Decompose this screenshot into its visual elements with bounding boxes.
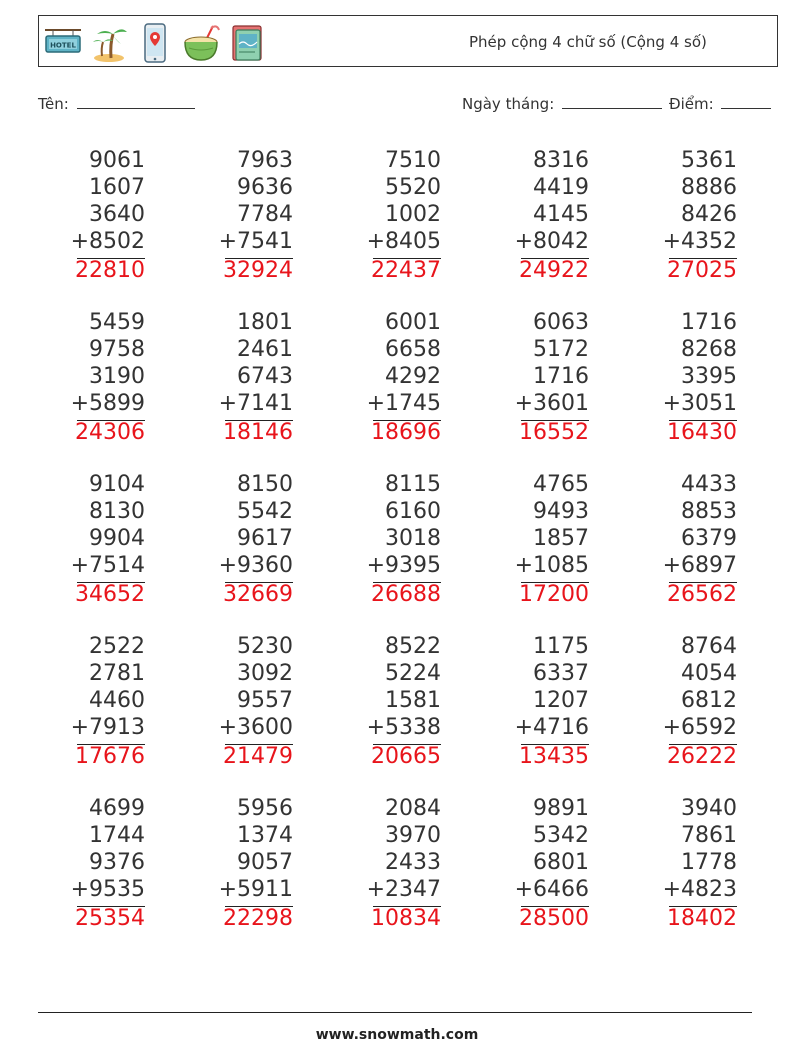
hotel-sign-text: HOTEL: [50, 41, 76, 50]
addend-with-plus: +4823: [662, 877, 737, 902]
addend: 6801: [533, 850, 589, 875]
addend: 3018: [385, 526, 441, 551]
addend: 4292: [385, 364, 441, 389]
addend: 4419: [533, 175, 589, 200]
answer-sum: 32669: [223, 582, 293, 607]
addend: 2433: [385, 850, 441, 875]
addend-with-plus: +6466: [514, 877, 589, 902]
addend: 9758: [89, 337, 145, 362]
name-label: Tên:: [38, 95, 69, 113]
addend: 1002: [385, 202, 441, 227]
addend: 5172: [533, 337, 589, 362]
answer-sum: 26562: [667, 582, 737, 607]
addend: 6063: [533, 310, 589, 335]
addend: 1801: [237, 310, 293, 335]
addend: 8764: [681, 634, 737, 659]
addend-with-plus: +9395: [366, 553, 441, 578]
addend-with-plus: +5338: [366, 715, 441, 740]
addend-with-plus: +7514: [70, 553, 145, 578]
addend: 5361: [681, 148, 737, 173]
answer-sum: 26688: [371, 582, 441, 607]
phone-map-icon: [135, 22, 175, 64]
worksheet-title: Phép cộng 4 chữ số (Cộng 4 số): [469, 33, 707, 51]
answer-sum: 24306: [75, 420, 145, 445]
addend: 1374: [237, 823, 293, 848]
addend-with-plus: +9360: [218, 553, 293, 578]
addend-with-plus: +6592: [662, 715, 737, 740]
addend: 9376: [89, 850, 145, 875]
addend: 6743: [237, 364, 293, 389]
addend: 9104: [89, 472, 145, 497]
answer-sum: 24922: [519, 258, 589, 283]
addend: 7510: [385, 148, 441, 173]
addend: 1778: [681, 850, 737, 875]
answer-sum: 22810: [75, 258, 145, 283]
addend: 8150: [237, 472, 293, 497]
answer-sum: 18402: [667, 906, 737, 931]
addend-with-plus: +1085: [514, 553, 589, 578]
addend: 6001: [385, 310, 441, 335]
answer-sum: 16552: [519, 420, 589, 445]
addend: 5542: [237, 499, 293, 524]
addend: 3092: [237, 661, 293, 686]
addend-with-plus: +8042: [514, 229, 589, 254]
addend-with-plus: +3051: [662, 391, 737, 416]
addend-with-plus: +5899: [70, 391, 145, 416]
addend: 2461: [237, 337, 293, 362]
answer-sum: 10834: [371, 906, 441, 931]
addend: 5956: [237, 796, 293, 821]
addend: 8115: [385, 472, 441, 497]
addend: 3640: [89, 202, 145, 227]
addend: 9617: [237, 526, 293, 551]
footer-divider: [38, 1012, 752, 1013]
answer-sum: 22298: [223, 906, 293, 931]
answer-sum: 26222: [667, 744, 737, 769]
addend: 1744: [89, 823, 145, 848]
addend-with-plus: +4352: [662, 229, 737, 254]
addend-with-plus: +9535: [70, 877, 145, 902]
answer-sum: 34652: [75, 582, 145, 607]
addend: 4054: [681, 661, 737, 686]
addend: 8268: [681, 337, 737, 362]
addend: 6812: [681, 688, 737, 713]
date-label: Ngày tháng:: [462, 95, 555, 113]
addend: 7963: [237, 148, 293, 173]
addend: 2781: [89, 661, 145, 686]
coconut-drink-icon: [181, 22, 221, 64]
addend: 1857: [533, 526, 589, 551]
addend: 6379: [681, 526, 737, 551]
addend-with-plus: +7141: [218, 391, 293, 416]
answer-sum: 21479: [223, 744, 293, 769]
addend: 5520: [385, 175, 441, 200]
score-blank-line[interactable]: [721, 94, 771, 109]
answer-sum: 20665: [371, 744, 441, 769]
addend-with-plus: +8405: [366, 229, 441, 254]
worksheet-header: [38, 15, 778, 67]
score-label: Điểm:: [669, 95, 714, 113]
addend: 9891: [533, 796, 589, 821]
addend: 9636: [237, 175, 293, 200]
answer-sum: 17200: [519, 582, 589, 607]
answer-sum: 28500: [519, 906, 589, 931]
addend: 4145: [533, 202, 589, 227]
addend: 1581: [385, 688, 441, 713]
addend: 1207: [533, 688, 589, 713]
addend: 3395: [681, 364, 737, 389]
date-field: [462, 94, 662, 113]
answer-sum: 22437: [371, 258, 441, 283]
answer-sum: 17676: [75, 744, 145, 769]
addend: 9904: [89, 526, 145, 551]
addend: 9557: [237, 688, 293, 713]
addend-with-plus: +3600: [218, 715, 293, 740]
addend: 5459: [89, 310, 145, 335]
addend: 8426: [681, 202, 737, 227]
addend: 8853: [681, 499, 737, 524]
addend: 4765: [533, 472, 589, 497]
addend: 1175: [533, 634, 589, 659]
answer-sum: 32924: [223, 258, 293, 283]
answer-sum: 13435: [519, 744, 589, 769]
addend: 9061: [89, 148, 145, 173]
addend: 5224: [385, 661, 441, 686]
addend: 9057: [237, 850, 293, 875]
palm-island-icon: [89, 22, 129, 64]
answer-sum: 16430: [667, 420, 737, 445]
name-field: [38, 94, 195, 113]
addend: 3940: [681, 796, 737, 821]
addend: 3970: [385, 823, 441, 848]
addend: 8130: [89, 499, 145, 524]
addend-with-plus: +6897: [662, 553, 737, 578]
hotel-sign-icon: [43, 22, 83, 64]
addend-with-plus: +7913: [70, 715, 145, 740]
answer-sum: 27025: [667, 258, 737, 283]
addend: 1716: [681, 310, 737, 335]
footer-site: www.snowmath.com: [315, 1027, 479, 1043]
addend-with-plus: +5911: [218, 877, 293, 902]
addend: 8886: [681, 175, 737, 200]
addend: 9493: [533, 499, 589, 524]
date-blank-line[interactable]: [562, 94, 662, 109]
answer-sum: 25354: [75, 906, 145, 931]
addend: 4460: [89, 688, 145, 713]
addend: 8316: [533, 148, 589, 173]
addend: 4699: [89, 796, 145, 821]
addend-with-plus: +2347: [366, 877, 441, 902]
addend-with-plus: +4716: [514, 715, 589, 740]
addend: 2084: [385, 796, 441, 821]
addend-with-plus: +3601: [514, 391, 589, 416]
addend: 2522: [89, 634, 145, 659]
addend: 8522: [385, 634, 441, 659]
addend-with-plus: +1745: [366, 391, 441, 416]
addend-with-plus: +7541: [218, 229, 293, 254]
addend: 1716: [533, 364, 589, 389]
addend: 6160: [385, 499, 441, 524]
answer-sum: 18146: [223, 420, 293, 445]
addend: 7784: [237, 202, 293, 227]
addend: 6658: [385, 337, 441, 362]
addend: 5230: [237, 634, 293, 659]
addend: 5342: [533, 823, 589, 848]
score-field: [669, 94, 771, 113]
addend: 6337: [533, 661, 589, 686]
name-blank-line[interactable]: [77, 94, 195, 109]
addend: 1607: [89, 175, 145, 200]
addend: 3190: [89, 364, 145, 389]
answer-sum: 18696: [371, 420, 441, 445]
addend-with-plus: +8502: [70, 229, 145, 254]
postcard-icon: [227, 22, 267, 64]
addend: 7861: [681, 823, 737, 848]
addend: 4433: [681, 472, 737, 497]
